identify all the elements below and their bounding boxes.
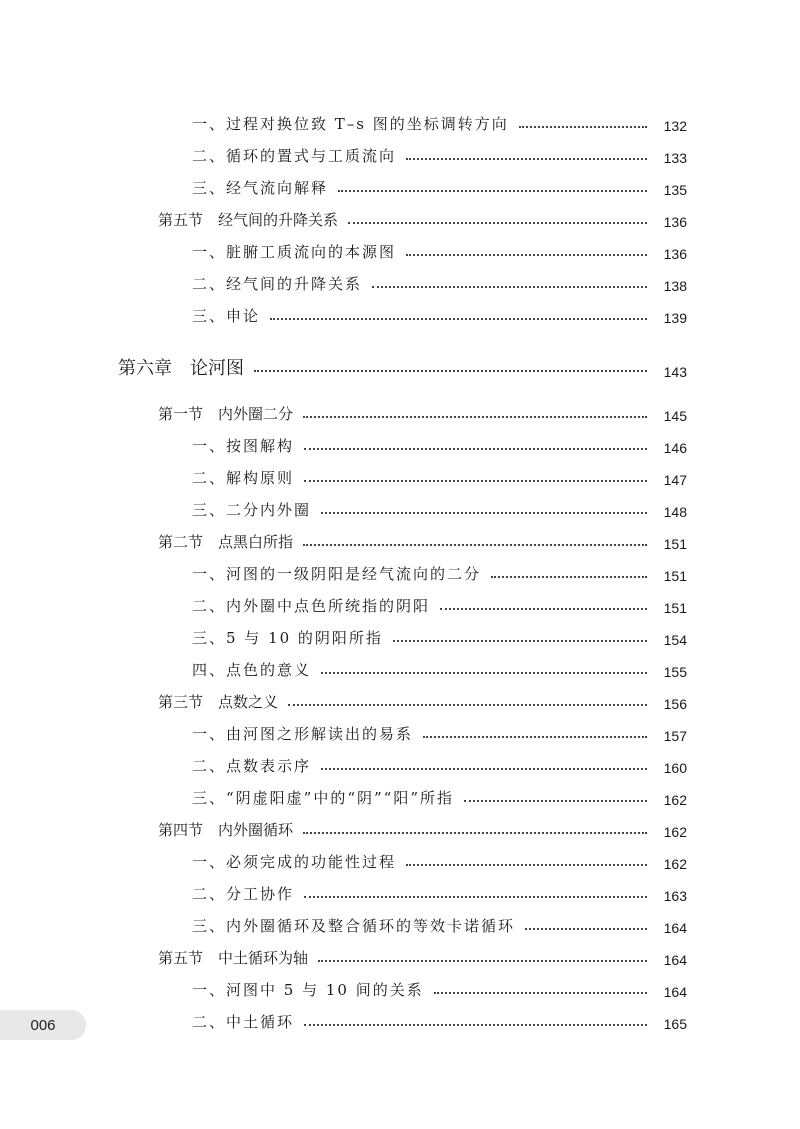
dot-leader xyxy=(254,370,647,372)
toc-entry-title: 三、5 与 10 的阴阳所指 xyxy=(192,629,383,647)
toc-entry-page: 135 xyxy=(663,182,687,198)
dot-leader xyxy=(304,1024,647,1026)
toc-entry[interactable] xyxy=(192,624,687,648)
toc-section-title: 第一节 内外圈二分 xyxy=(158,405,294,423)
toc-entry[interactable] xyxy=(192,110,687,134)
toc-entry-page: 162 xyxy=(663,792,687,808)
dot-leader xyxy=(318,960,647,962)
toc-entry[interactable] xyxy=(192,464,687,488)
toc-entry-page: 164 xyxy=(663,984,687,1000)
toc-entry[interactable] xyxy=(192,238,687,262)
toc-entry[interactable] xyxy=(192,174,687,198)
dot-leader xyxy=(440,608,647,610)
toc-entry-title: 三、二分内外圈 xyxy=(192,501,312,519)
dot-leader xyxy=(270,318,647,320)
toc-entry-title: 一、必须完成的功能性过程 xyxy=(192,853,397,871)
toc-chapter[interactable] xyxy=(118,352,687,380)
toc-entry-page: 136 xyxy=(663,246,687,262)
toc-entry-page: 148 xyxy=(663,504,687,520)
toc-entry-title: 二、分工协作 xyxy=(192,885,295,903)
toc-section-page: 164 xyxy=(663,952,687,968)
toc-section-title: 第三节 点数之义 xyxy=(158,693,279,711)
dot-leader xyxy=(464,800,647,802)
toc-section-title: 第二节 点黑白所指 xyxy=(158,533,294,551)
dot-leader xyxy=(393,640,647,642)
toc-section[interactable] xyxy=(158,944,687,968)
toc-entry[interactable] xyxy=(192,142,687,166)
toc-entry[interactable] xyxy=(192,656,687,680)
toc-entry-page: 160 xyxy=(663,760,687,776)
toc-entry-page: 151 xyxy=(663,568,687,584)
toc-section-title: 第五节 经气间的升降关系 xyxy=(158,211,339,229)
toc-entry[interactable] xyxy=(192,784,687,808)
toc-section[interactable] xyxy=(158,400,687,424)
dot-leader xyxy=(288,704,647,706)
toc-entry[interactable] xyxy=(192,302,687,326)
toc-entry-title: 三、“阴虚阳虚”中的“阴”“阳”所指 xyxy=(192,789,455,807)
toc-section[interactable] xyxy=(158,688,687,712)
toc-section-page: 151 xyxy=(663,536,687,552)
toc-entry-page: 164 xyxy=(663,920,687,936)
dot-leader xyxy=(525,928,647,930)
toc-entry-title: 三、内外圈循环及整合循环的等效卡诺循环 xyxy=(192,917,516,935)
toc-entry-page: 163 xyxy=(663,888,687,904)
toc-entry-page: 165 xyxy=(663,1016,687,1032)
toc-entry-page: 147 xyxy=(663,472,687,488)
toc-entry[interactable] xyxy=(192,432,687,456)
toc-entry-page: 138 xyxy=(663,278,687,294)
dot-leader xyxy=(304,448,647,450)
toc-entry-title: 一、过程对换位致 T–s 图的坐标调转方向 xyxy=(192,115,509,133)
toc-entry-title: 二、循环的置式与工质流向 xyxy=(192,147,397,165)
toc-section-page: 136 xyxy=(663,214,687,230)
dot-leader xyxy=(406,864,647,866)
toc-entry-page: 154 xyxy=(663,632,687,648)
toc-entry-page: 151 xyxy=(663,600,687,616)
toc-section[interactable] xyxy=(158,206,687,230)
toc-entry-title: 一、脏腑工质流向的本源图 xyxy=(192,243,397,261)
dot-leader xyxy=(406,254,647,256)
toc-section-page: 156 xyxy=(663,696,687,712)
toc-section[interactable] xyxy=(158,528,687,552)
toc-entry-page: 162 xyxy=(663,856,687,872)
toc-section[interactable] xyxy=(158,816,687,840)
toc-chapter-title: 第六章 论河图 xyxy=(118,358,244,379)
toc-section-title: 第四节 内外圈循环 xyxy=(158,821,294,839)
dot-leader xyxy=(348,222,647,224)
toc-entry-page: 157 xyxy=(663,728,687,744)
toc-entry-title: 三、申论 xyxy=(192,307,261,325)
toc-entry-page: 146 xyxy=(663,440,687,456)
dot-leader xyxy=(338,190,647,192)
dot-leader xyxy=(303,832,647,834)
toc-entry-title: 二、内外圈中点色所统指的阴阳 xyxy=(192,597,431,615)
toc-entry-title: 四、点色的意义 xyxy=(192,661,312,679)
toc-section-page: 162 xyxy=(663,824,687,840)
toc-entry[interactable] xyxy=(192,1008,687,1032)
toc-entry-page: 155 xyxy=(663,664,687,680)
toc-entry-title: 一、由河图之形解读出的易系 xyxy=(192,725,414,743)
toc-entry-page: 139 xyxy=(663,310,687,326)
toc-section-page: 145 xyxy=(663,408,687,424)
dot-leader xyxy=(434,992,647,994)
toc-entry[interactable] xyxy=(192,560,687,584)
toc-entry[interactable] xyxy=(192,976,687,1000)
toc-entry-title: 二、点数表示序 xyxy=(192,757,312,775)
dot-leader xyxy=(321,768,647,770)
toc-entry[interactable] xyxy=(192,270,687,294)
dot-leader xyxy=(372,286,647,288)
dot-leader xyxy=(303,416,647,418)
toc-entry[interactable] xyxy=(192,752,687,776)
toc-entry[interactable] xyxy=(192,720,687,744)
toc-entry[interactable] xyxy=(192,912,687,936)
toc-entry[interactable] xyxy=(192,880,687,904)
toc-entry[interactable] xyxy=(192,496,687,520)
toc-entry-title: 二、解构原则 xyxy=(192,469,295,487)
page-number: 006 xyxy=(30,1016,56,1034)
toc-entry[interactable] xyxy=(192,592,687,616)
toc-entry-title: 二、中土循环 xyxy=(192,1013,295,1031)
toc-section-title: 第五节 中土循环为轴 xyxy=(158,949,309,967)
toc-entry-page: 133 xyxy=(663,150,687,166)
dot-leader xyxy=(519,126,647,128)
dot-leader xyxy=(303,544,647,546)
dot-leader xyxy=(321,512,647,514)
toc-chapter-page: 143 xyxy=(663,364,687,380)
toc-entry-title: 一、按图解构 xyxy=(192,437,295,455)
page-number-tab xyxy=(0,1010,86,1040)
toc-entry-title: 二、经气间的升降关系 xyxy=(192,275,363,293)
dot-leader xyxy=(423,736,647,738)
toc-entry-title: 三、经气流向解释 xyxy=(192,179,329,197)
dot-leader xyxy=(491,576,647,578)
dot-leader xyxy=(321,672,647,674)
dot-leader xyxy=(304,480,647,482)
toc-entry-page: 132 xyxy=(663,118,687,134)
toc-entry-title: 一、河图中 5 与 10 间的关系 xyxy=(192,981,424,999)
dot-leader xyxy=(406,158,647,160)
dot-leader xyxy=(304,896,647,898)
toc-entry-title: 一、河图的一级阴阳是经气流向的二分 xyxy=(192,565,482,583)
toc-entry[interactable] xyxy=(192,848,687,872)
